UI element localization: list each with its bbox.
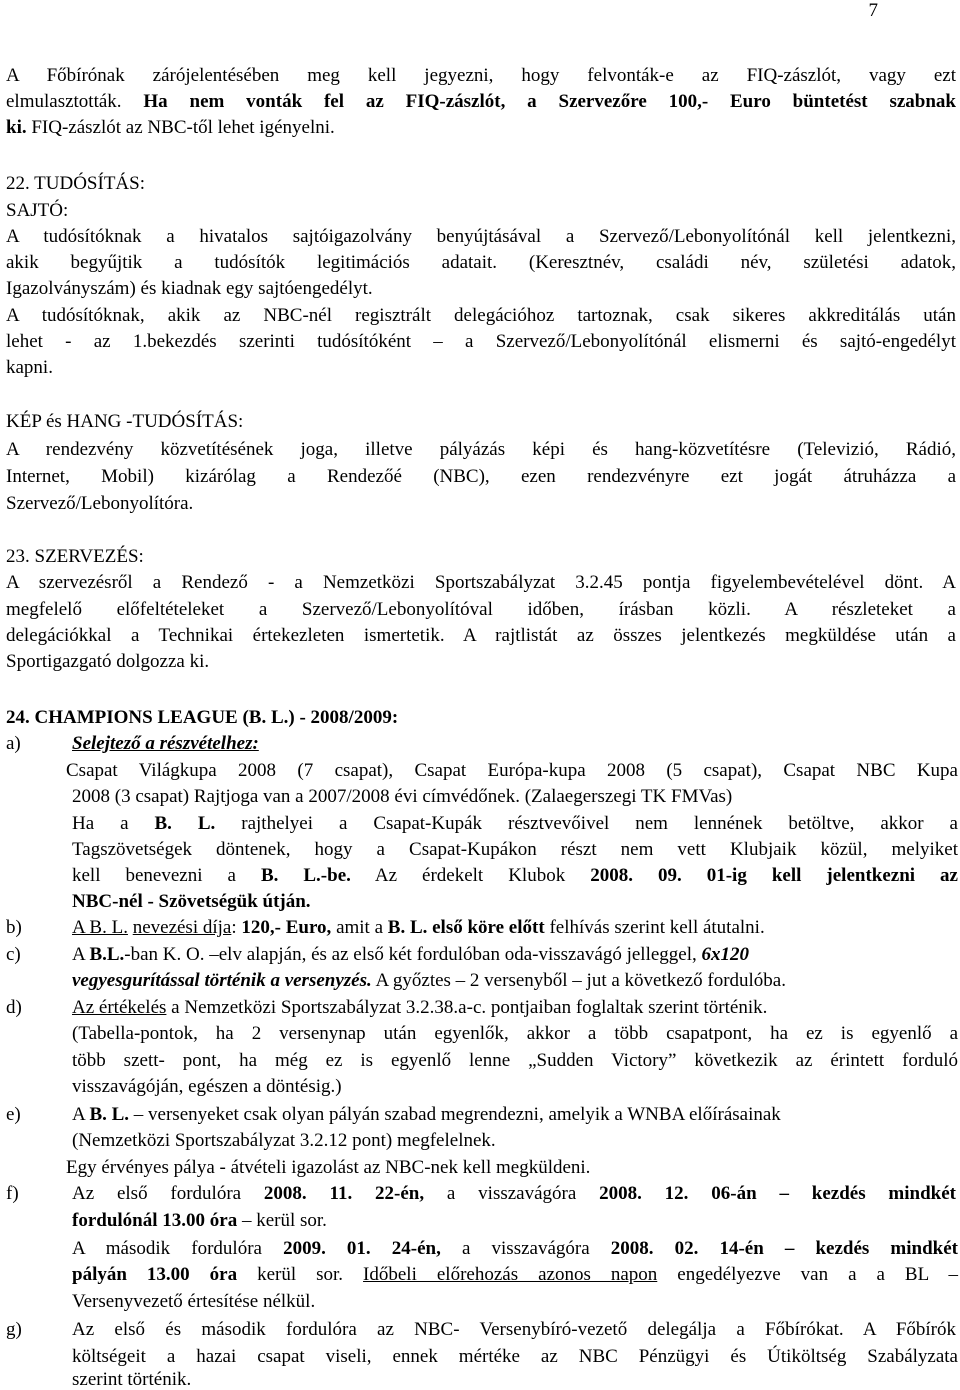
- paragraph-line: több szett- pont, ha még ez is egyenlő lenne „Sudden Victory” következik az érintett forduló: [72, 1050, 958, 1071]
- paragraph-line: A tudósítóknak a hivatalos sajtóigazolvány benyújtásával a Szervező/Lebonyolítónál kell jelentkezni,: [6, 226, 956, 247]
- list-label: g): [6, 1319, 22, 1340]
- list-item-c: c) A B.L.-ban K. O. –elv alapján, és az első két fordulóban oda-visszavágó jelleggel, 6x120: [6, 942, 956, 968]
- paragraph-line: elmulasztották. Ha nem vonták fel az FIQ-zászlót, a Szervezőre 100,- Euro büntetést szabnak: [6, 91, 956, 112]
- list-item-b: b) A B. L. nevezési díja: 120,- Euro, amit a B. L. első köre előtt felhívás szerint kell átutalni.: [6, 915, 956, 941]
- paragraph-line: A második fordulóra 2009. 01. 24-én, a visszavágóra 2008. 02. 14-én – kezdés mindkét: [72, 1238, 958, 1259]
- list-item-f: f) Az első fordulóra 2008. 11. 22-én, a visszavágóra 2008. 12. 06-án – kezdés mindkét: [6, 1181, 956, 1207]
- paragraph-line: Internet, Mobil) kizárólag a Rendezőé (NBC), ezen rendezvényre ezt jogát átruházza a: [6, 466, 956, 487]
- list-label: b): [6, 917, 22, 938]
- section-heading: 22. TUDÓSÍTÁS:: [6, 173, 145, 194]
- paragraph-line: Tagszövetségek döntenek, hogy a Csapat-Kupákon részt nem vett Klubjaik közül, melyiket: [72, 839, 958, 860]
- subsection-heading: KÉP és HANG -TUDÓSÍTÁS:: [6, 411, 244, 432]
- list-item-e: e) A B. L. – versenyeket csak olyan pályán szabad megrendezni, amelyik a WNBA előírásainak: [6, 1102, 956, 1128]
- paragraph-line: Szervező/Lebonyolítóra.: [6, 493, 194, 514]
- list-label: f): [6, 1183, 19, 1204]
- paragraph-line: megfelelő előfeltételeket a Szervező/Lebonyolítóval időben, írásban közli. A részleteket a: [6, 599, 956, 620]
- list-label: a): [6, 733, 21, 754]
- paragraph-line: A tudósítóknak, akik az NBC-nél regisztrált delegációhoz tartoznak, csak sikeres akkreditálás után: [6, 305, 956, 326]
- list-label: c): [6, 944, 21, 965]
- section-heading: 23. SZERVEZÉS:: [6, 546, 144, 567]
- paragraph-line: Egy érvényes pálya - átvételi igazolást az NBC-nek kell megküldeni.: [66, 1157, 591, 1178]
- paragraph-line: delegációkkal a Technikai értekezleten ismertetik. A rajtlistát az összes jelentkezés megküldése után a: [6, 625, 956, 646]
- paragraph-line: fordulónál 13.00 óra – kerül sor.: [72, 1210, 327, 1231]
- paragraph-line: visszavágóján, egészen a döntésig.): [72, 1076, 342, 1097]
- paragraph-line: (Nemzetközi Sportszabályzat 3.2.12 pont) megfelelnek.: [72, 1130, 496, 1151]
- paragraph-line: szerint történik.: [72, 1369, 192, 1390]
- paragraph-line: kapni.: [6, 357, 53, 378]
- paragraph-line: A szervezésről a Rendező - a Nemzetközi Sportszabályzat 3.2.45 pontja figyelembevételével dönt. A: [6, 572, 956, 593]
- paragraph-line: lehet - az 1.bekezdés szerinti tudósítóként – a Szervező/Lebonyolítónál elismerni és sajtó-engedélyt: [6, 331, 956, 352]
- paragraph-line: pályán 13.00 óra kerül sor. Időbeli előrehozás azonos napon engedélyezve van a a BL –: [72, 1264, 958, 1285]
- page-number: 7: [868, 0, 878, 21]
- paragraph-line: 2008 (3 csapat) Rajtjoga van a 2007/2008 évi címvédőnek. (Zalaegerszegi TK FMVas): [72, 786, 733, 807]
- list-item-a: a) Selejtező a részvételhez:: [6, 731, 956, 757]
- list-label: d): [6, 997, 22, 1018]
- subsection-heading: SAJTÓ:: [6, 200, 69, 221]
- paragraph-line: A rendezvény közvetítésének joga, illetve pályázás képi és hang-közvetítésre (Televizió, Rádió,: [6, 439, 956, 460]
- paragraph-line: Igazolványszám) és kiadnak egy sajtóengedélyt.: [6, 278, 373, 299]
- paragraph-line: ki. FIQ-zászlót az NBC-től lehet igényelni.: [6, 117, 335, 138]
- paragraph-line: Versenyvezető értesítése nélkül.: [72, 1291, 316, 1312]
- paragraph-line: akik begyűjtik a tudósítók legitimációs adatait. (Keresztnév, családi név, születési adatok,: [6, 252, 956, 273]
- section-heading: 24. CHAMPIONS LEAGUE (B. L.) - 2008/2009:: [6, 707, 399, 728]
- paragraph-line: vegyesgurítással történik a versenyzés. A győztes – 2 versenyből – jut a következő fordulóba.: [72, 970, 786, 991]
- paragraph-line: (Tabella-pontok, ha 2 versenynap után egyenlők, akkor a több csapatpont, ha ez is egyenlő a: [72, 1023, 958, 1044]
- paragraph-line: költségeit a hazai csapat viseli, ennek mértéke az NBC Pénzügyi és Útiköltség Szabályzata: [72, 1346, 958, 1367]
- paragraph-line: Sportigazgató dolgozza ki.: [6, 651, 210, 672]
- paragraph-line: Csapat Világkupa 2008 (7 csapat), Csapat Európa-kupa 2008 (5 csapat), Csapat NBC Kupa: [66, 760, 958, 781]
- paragraph-line: NBC-nél - Szövetségük útján.: [72, 891, 311, 912]
- list-item-d: d) Az értékelés a Nemzetközi Sportszabályzat 3.2.38.a-c. pontjaiban foglaltak szerint történik.: [6, 995, 956, 1021]
- paragraph-line: Ha a B. L. rajthelyei a Csapat-Kupák résztvevőivel nem lennének betöltve, akkor a: [72, 813, 958, 834]
- list-item-g: g) Az első és második fordulóra az NBC- Versenybíró-vezető delegálja a Főbírókat. A Főbírók: [6, 1317, 956, 1343]
- paragraph-line: A Főbírónak zárójelentésében meg kell jegyezni, hogy felvonták-e az FIQ-zászlót, vagy ezt: [6, 65, 956, 86]
- paragraph-line: kell benevezni a B. L.-be. Az érdekelt Klubok 2008. 09. 01-ig kell jelentkezni az: [72, 865, 958, 886]
- list-label: e): [6, 1104, 21, 1125]
